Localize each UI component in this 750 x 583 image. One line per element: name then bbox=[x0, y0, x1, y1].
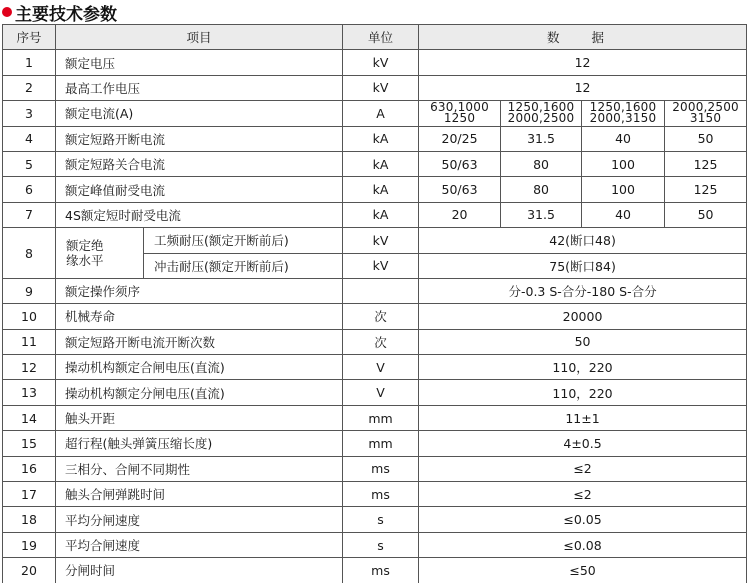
table-header-row bbox=[3, 25, 747, 50]
row-value-1: 630,1000 1250 bbox=[419, 101, 501, 126]
row-unit: s bbox=[343, 532, 419, 557]
row-value-2: 31.5 bbox=[501, 126, 582, 151]
row-value: 4±0.5 bbox=[419, 431, 747, 456]
row-value: ≤50 bbox=[419, 558, 747, 583]
row-item: 触头合闸弹跳时间 bbox=[56, 482, 343, 507]
table-row bbox=[3, 507, 747, 532]
row-item: 额定峰值耐受电流 bbox=[56, 177, 343, 202]
row-value-2: 80 bbox=[501, 177, 582, 202]
row-no: 8 bbox=[3, 228, 56, 279]
row-unit: ms bbox=[343, 456, 419, 481]
table-row bbox=[3, 380, 747, 405]
table-row bbox=[3, 50, 747, 75]
row-no: 7 bbox=[3, 202, 56, 227]
row-value: 12 bbox=[419, 50, 747, 75]
row-item: 额定短路开断电流 bbox=[56, 126, 343, 151]
row-item: 平均分闸速度 bbox=[56, 507, 343, 532]
row-value: 12 bbox=[419, 75, 747, 100]
row-value: 11±1 bbox=[419, 405, 747, 430]
row-value-4: 50 bbox=[665, 126, 747, 151]
row-unit: mm bbox=[343, 405, 419, 430]
table-row bbox=[3, 202, 747, 227]
table-row bbox=[3, 558, 747, 583]
row-item: 操动机构额定分闸电压(直流) bbox=[56, 380, 343, 405]
bullet-dot-icon bbox=[2, 7, 12, 17]
row-value-3: 100 bbox=[582, 177, 665, 202]
row-value: 110，220 bbox=[419, 380, 747, 405]
row-item: 平均合闸速度 bbox=[56, 532, 343, 557]
table-row bbox=[3, 151, 747, 176]
row-no: 4 bbox=[3, 126, 56, 151]
row-value-1: 20 bbox=[419, 202, 501, 227]
spec-table bbox=[2, 24, 747, 583]
row-unit: kA bbox=[343, 177, 419, 202]
table-row bbox=[3, 278, 747, 303]
section-heading bbox=[2, 0, 117, 24]
row-unit: V bbox=[343, 355, 419, 380]
row-no: 16 bbox=[3, 456, 56, 481]
table-row bbox=[3, 304, 747, 329]
row-unit: s bbox=[343, 507, 419, 532]
row-value: ≤0.08 bbox=[419, 532, 747, 557]
row-no: 19 bbox=[3, 532, 56, 557]
table-row bbox=[3, 75, 747, 100]
row-no: 3 bbox=[3, 101, 56, 126]
row-unit: kV bbox=[343, 228, 419, 253]
row-item: 超行程(触头弹簧压缩长度) bbox=[56, 431, 343, 456]
row-unit: 次 bbox=[343, 329, 419, 354]
table-row bbox=[3, 482, 747, 507]
table-row bbox=[3, 456, 747, 481]
row-no: 9 bbox=[3, 278, 56, 303]
row-sub-item: 冲击耐压(额定开断前后) bbox=[144, 253, 343, 278]
table-row bbox=[3, 126, 747, 151]
row-value: ≤0.05 bbox=[419, 507, 747, 532]
row-unit: kV bbox=[343, 75, 419, 100]
row-no: 17 bbox=[3, 482, 56, 507]
row-no: 11 bbox=[3, 329, 56, 354]
row-value: 75(断口84) bbox=[419, 253, 747, 278]
row-unit bbox=[343, 278, 419, 303]
row-no: 6 bbox=[3, 177, 56, 202]
row-unit: A bbox=[343, 101, 419, 126]
row-unit: kA bbox=[343, 151, 419, 176]
header-item: 项目 bbox=[56, 25, 343, 50]
row-item: 触头开距 bbox=[56, 405, 343, 430]
row-no: 15 bbox=[3, 431, 56, 456]
row-no: 20 bbox=[3, 558, 56, 583]
row-item: 最高工作电压 bbox=[56, 75, 343, 100]
header-unit: 单位 bbox=[343, 25, 419, 50]
section-title: 主要技术参数 bbox=[15, 4, 117, 25]
table-row bbox=[3, 228, 747, 253]
row-unit: ms bbox=[343, 482, 419, 507]
row-unit: ms bbox=[343, 558, 419, 583]
row-value-3: 40 bbox=[582, 202, 665, 227]
row-unit: mm bbox=[343, 431, 419, 456]
row-value-2: 31.5 bbox=[501, 202, 582, 227]
row-value-2: 80 bbox=[501, 151, 582, 176]
row-value-1: 50/63 bbox=[419, 151, 501, 176]
row-value: ≤2 bbox=[419, 482, 747, 507]
table-row bbox=[3, 431, 747, 456]
row-value: 42(断口48) bbox=[419, 228, 747, 253]
row-no: 13 bbox=[3, 380, 56, 405]
row-no: 18 bbox=[3, 507, 56, 532]
row-value: 50 bbox=[419, 329, 747, 354]
row-item: 操动机构额定合闸电压(直流) bbox=[56, 355, 343, 380]
row-unit: kA bbox=[343, 126, 419, 151]
row-no: 1 bbox=[3, 50, 56, 75]
row-unit: kV bbox=[343, 50, 419, 75]
row-no: 14 bbox=[3, 405, 56, 430]
row-value-4: 2000,2500 3150 bbox=[665, 101, 747, 126]
row-value-3: 1250,1600 2000,3150 bbox=[582, 101, 665, 126]
table-row bbox=[3, 405, 747, 430]
table-row bbox=[3, 101, 747, 126]
row-value-1: 50/63 bbox=[419, 177, 501, 202]
table-row bbox=[3, 532, 747, 557]
table-row bbox=[3, 177, 747, 202]
row-unit: kA bbox=[343, 202, 419, 227]
row-item: 分闸时间 bbox=[56, 558, 343, 583]
row-item: 机械寿命 bbox=[56, 304, 343, 329]
row-sub-item: 工频耐压(额定开断前后) bbox=[144, 228, 343, 253]
table-row bbox=[3, 329, 747, 354]
row-value: ≤2 bbox=[419, 456, 747, 481]
row-unit: kV bbox=[343, 253, 419, 278]
row-value-4: 125 bbox=[665, 151, 747, 176]
row-item: 额定短路开断电流开断次数 bbox=[56, 329, 343, 354]
row-unit: 次 bbox=[343, 304, 419, 329]
row-value: 110，220 bbox=[419, 355, 747, 380]
row-value: 20000 bbox=[419, 304, 747, 329]
row-value-1: 20/25 bbox=[419, 126, 501, 151]
row-item-group: 额定绝 缘水平 bbox=[56, 228, 144, 279]
row-item: 4S额定短时耐受电流 bbox=[56, 202, 343, 227]
header-data: 数 据 bbox=[419, 25, 747, 50]
row-value: 分-0.3 S-合分-180 S-合分 bbox=[419, 278, 747, 303]
row-item: 额定短路关合电流 bbox=[56, 151, 343, 176]
row-no: 10 bbox=[3, 304, 56, 329]
row-value-2: 1250,1600 2000,2500 bbox=[501, 101, 582, 126]
row-item: 额定电流(A) bbox=[56, 101, 343, 126]
row-unit: V bbox=[343, 380, 419, 405]
header-no: 序号 bbox=[3, 25, 56, 50]
row-item: 三相分、合闸不同期性 bbox=[56, 456, 343, 481]
row-no: 5 bbox=[3, 151, 56, 176]
row-no: 12 bbox=[3, 355, 56, 380]
row-value-3: 40 bbox=[582, 126, 665, 151]
row-item: 额定电压 bbox=[56, 50, 343, 75]
row-item: 额定操作须序 bbox=[56, 278, 343, 303]
row-value-3: 100 bbox=[582, 151, 665, 176]
row-value-4: 125 bbox=[665, 177, 747, 202]
row-no: 2 bbox=[3, 75, 56, 100]
row-value-4: 50 bbox=[665, 202, 747, 227]
table-row bbox=[3, 355, 747, 380]
